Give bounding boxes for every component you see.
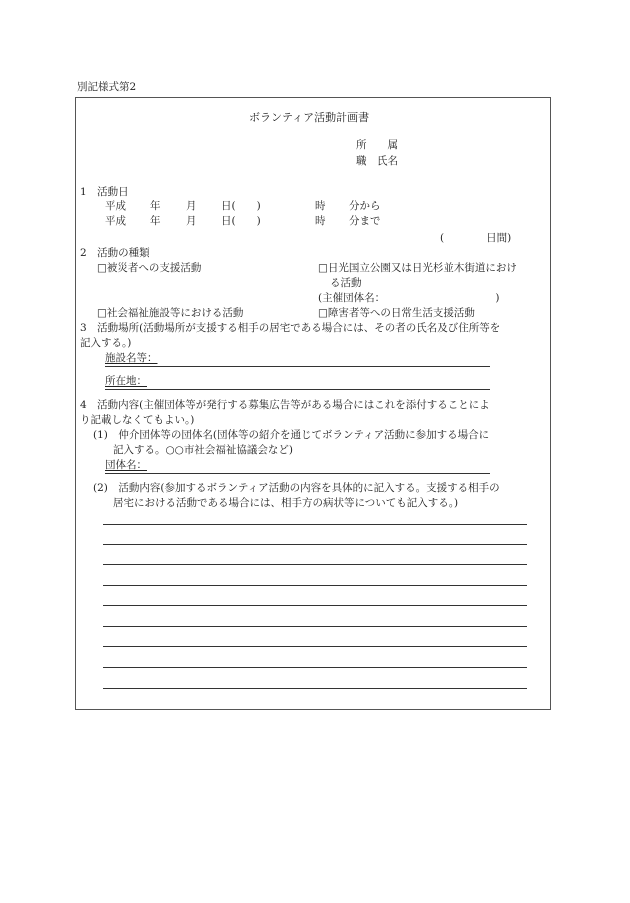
address-line[interactable] bbox=[105, 389, 490, 390]
year-label: 年 bbox=[150, 200, 161, 212]
era-label: 平成 bbox=[105, 200, 126, 212]
era-label: 平成 bbox=[105, 215, 126, 227]
org-name-line[interactable] bbox=[105, 473, 490, 474]
month-label: 月 bbox=[186, 215, 197, 227]
affiliation-label: 所 属 bbox=[356, 139, 398, 151]
facility-name-label: 施設名等： bbox=[105, 352, 158, 364]
writing-line[interactable] bbox=[103, 667, 527, 668]
section3-heading-cont: 記入する。) bbox=[80, 337, 132, 349]
days-count: ( 日間) bbox=[440, 232, 512, 244]
page-title: ボランティア活動計画書 bbox=[249, 111, 370, 124]
writing-line[interactable] bbox=[103, 688, 527, 689]
item1-text-cont: 記入する。○○市社会福祉協議会など) bbox=[113, 444, 293, 456]
day-label: 日( ) bbox=[221, 215, 261, 227]
facility-name-line[interactable] bbox=[105, 366, 490, 367]
writing-line[interactable] bbox=[103, 585, 527, 586]
writing-line[interactable] bbox=[103, 646, 527, 647]
section4-heading: 4 活動内容(主催団体等が発行する募集広告等がある場合にはこれを添付することによ bbox=[80, 399, 490, 411]
checkbox-disability-support[interactable]: □障害者等への日常生活支援活動 bbox=[318, 307, 475, 319]
day-label: 日( ) bbox=[221, 200, 261, 212]
section1-heading: 1 活動日 bbox=[80, 186, 129, 198]
item2-text-cont: 居宅における活動である場合には、相手方の病状等についても記入する。) bbox=[113, 497, 459, 509]
nikko-activity-cont: る活動 bbox=[330, 277, 362, 289]
section3-heading: 3 活動場所(活動場所が支援する相手の居宅である場合には、その者の氏名及び住所等を bbox=[80, 322, 501, 334]
writing-line[interactable] bbox=[103, 544, 527, 545]
year-label: 年 bbox=[150, 215, 161, 227]
minute-label: 分まで bbox=[349, 215, 381, 227]
minute-label: 分から bbox=[349, 200, 381, 212]
checkbox-nikko-activity[interactable]: □日光国立公園又は日光杉並木街道におけ bbox=[318, 262, 517, 274]
section4-heading-cont: り記載しなくてもよい。) bbox=[80, 414, 195, 426]
section2-heading: 2 活動の種類 bbox=[80, 247, 150, 259]
form-number: 別記様式第2 bbox=[77, 81, 137, 93]
writing-line[interactable] bbox=[103, 524, 527, 525]
org-name-label: 団体名： bbox=[105, 459, 147, 471]
checkbox-welfare-facility[interactable]: □社会福祉施設等における活動 bbox=[97, 307, 244, 319]
hour-label: 時 bbox=[315, 215, 326, 227]
sponsor-name-field[interactable]: (主催団体名： ) bbox=[318, 292, 500, 304]
item2-text: (2) 活動内容(参加するボランティア活動の内容を具体的に記入する。支援する相手の bbox=[93, 482, 500, 494]
month-label: 月 bbox=[186, 200, 197, 212]
checkbox-disaster-support[interactable]: □被災者への支援活動 bbox=[97, 262, 202, 274]
item1-text: (1) 仲介団体等の団体名(団体等の紹介を通じてボランティア活動に参加する場合に bbox=[93, 429, 490, 441]
name-label: 職 氏名 bbox=[356, 155, 398, 167]
writing-line[interactable] bbox=[103, 626, 527, 627]
writing-line[interactable] bbox=[103, 605, 527, 606]
hour-label: 時 bbox=[315, 200, 326, 212]
writing-line[interactable] bbox=[103, 564, 527, 565]
address-label: 所在地： bbox=[105, 375, 147, 387]
